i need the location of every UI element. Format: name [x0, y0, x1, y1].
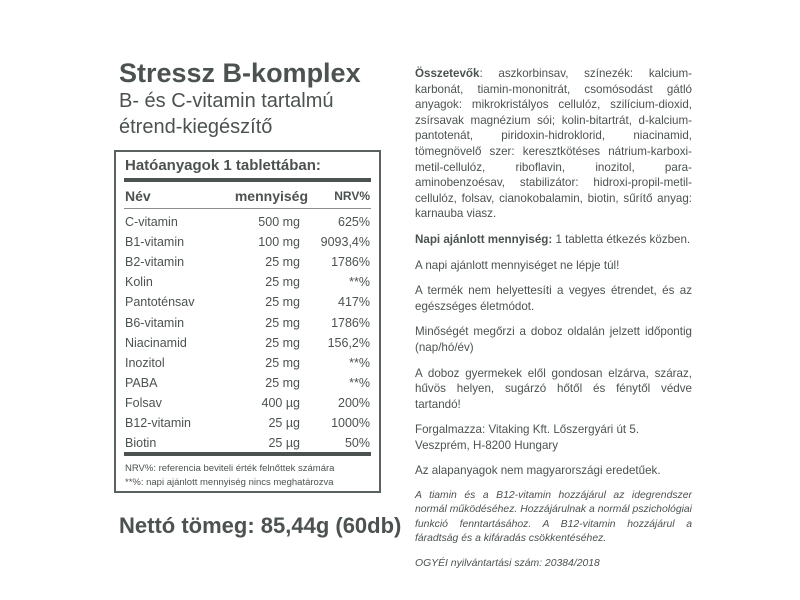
table-row [125, 235, 370, 255]
nutrient-amount: 25 mg [265, 335, 300, 350]
nutrient-name: B1-vitamin [125, 235, 185, 250]
nutrient-amount: 500 mg [258, 215, 300, 229]
table-row [125, 255, 370, 275]
nutrient-nrv: 9093,4% [320, 235, 370, 250]
nutrient-amount: 100 mg [258, 235, 300, 250]
nutrient-amount: 25 mg [265, 275, 300, 290]
dose-label: Napi ajánlott mennyiség: [415, 232, 553, 246]
table-heading: Hatóanyagok 1 tablettában: [125, 157, 321, 174]
distributor: Forgalmazza: Vitaking Kft. Lőszergyári út 5. Veszprém, H-8200 Hungary [415, 423, 640, 452]
nutrient-nrv: 625% [338, 215, 370, 229]
nutrient-nrv: 200% [338, 395, 370, 410]
table-row [125, 356, 370, 376]
nutrient-name: B2-vitamin [125, 255, 185, 270]
nutrient-amount: 25 mg [265, 315, 300, 330]
nutrition-table [114, 150, 381, 493]
table-row [125, 295, 370, 315]
nutrient-nrv: 417% [338, 295, 370, 310]
registration-number: OGYÉI nyilvántartási szám: 20384/2018 [415, 557, 600, 569]
nutrient-name: Inozitol [125, 355, 165, 370]
table-row [125, 376, 370, 396]
product-title: Stressz B-komplex [119, 58, 361, 88]
diet-note: A termék nem helyettesíti a vegyes étrendet, és az egészséges életmódot. [415, 284, 692, 313]
nutrient-amount: 25 mg [265, 375, 300, 390]
origin: Az alapanyagok nem magyarországi eredetűek. [415, 464, 661, 478]
divider [124, 178, 371, 182]
product-subtitle-line-2: étrend-kiegészítő [119, 116, 273, 138]
product-info [415, 66, 692, 581]
nutrient-name: Pantoténsav [125, 295, 195, 310]
nutrient-nrv: **% [349, 355, 370, 370]
daily-dose: Napi ajánlott mennyiség: 1 tabletta étkezés közben. [415, 232, 691, 246]
nutrient-nrv: **% [349, 375, 370, 390]
table-row [125, 416, 370, 436]
ingredients-label: Összetevők [415, 67, 480, 80]
nutrient-name: Biotin [125, 436, 157, 451]
table-row [125, 275, 370, 295]
best-before: Minőségét megőrzi a doboz oldalán jelzett időpontig (nap/hó/év) [415, 325, 692, 354]
table-row [125, 215, 370, 235]
nutrient-amount: 25 mg [265, 295, 300, 310]
product-subtitle-line-1: B- és C-vitamin tartalmú [119, 90, 334, 112]
column-amount: mennyiség [234, 188, 308, 204]
table-row [125, 316, 370, 336]
table-row [125, 396, 370, 416]
divider [124, 208, 371, 209]
net-weight: Nettó tömeg: 85,44g (60db) [119, 513, 402, 538]
column-nrv: NRV% [334, 189, 370, 203]
table-row [125, 336, 370, 356]
column-name: Név [125, 188, 151, 204]
health-claim: A tiamin és a B12-vitamin hozzájárul az idegrendszer normál működéséhez. Hozzájárulnak a normál pszichológiai funkció fenntartásához. A B12-vitamin hozzájárul a fáradtság és a kifáradás csökkentéséhez. [415, 490, 692, 545]
nutrient-name: B12-vitamin [125, 416, 191, 430]
divider [124, 452, 371, 456]
storage: A doboz gyermekek elől gondosan elzárva, száraz, hűvös helyen, sugárzó hőtől és fénytől védve tartandó! [415, 366, 692, 411]
nutrient-nrv: 156,2% [327, 335, 370, 350]
nutrient-nrv: 1786% [331, 315, 370, 330]
nutrient-name: C-vitamin [125, 215, 178, 229]
ingredients: Összetevők: aszkorbinsav, színezék: kalcium-karbonát, tiamin-mononitrát, csomósodást gátló anyagok: mikrokristályos cellulóz, szilícium-dioxid, zsírsavak magnézium sói; kolin-bitartrát, d-kalcium-pantotenát, piridoxin-hidroklorid, niacinamid, tömegnövelő szer: keresztkötéses nátrium-karboxi-metil-cellulóz, riboflavin, inozitol, para-aminobenzoésav, stabilizátor: hidroxi-propil-metil-cellulóz, folsav, cianokobalamin, biotin, sűrítő anyag: karnauba viasz. [415, 67, 692, 221]
footnote-nrv: NRV%: referencia beviteli érték felnőttek számára [125, 463, 335, 474]
nutrient-amount: 25 µg [268, 416, 300, 430]
nutrient-nrv: **% [349, 275, 370, 290]
nutrient-name: Niacinamid [125, 335, 187, 350]
nutrient-name: Folsav [125, 395, 162, 410]
nutrient-name: PABA [125, 375, 158, 390]
nutrient-name: Kolin [125, 275, 153, 290]
nutrient-name: B6-vitamin [125, 315, 185, 330]
footnote-undefined: **%: napi ajánlott mennyiség nincs meghatározva [125, 477, 334, 488]
nutrient-amount: 400 µg [261, 395, 300, 410]
nutrient-amount: 25 mg [265, 255, 300, 270]
nutrient-nrv: 1000% [331, 416, 370, 430]
nutrient-amount: 25 µg [268, 436, 300, 451]
nutrient-amount: 25 mg [265, 355, 300, 370]
nutrient-nrv: 1786% [331, 255, 370, 270]
nutrient-nrv: 50% [344, 436, 370, 451]
warning: A napi ajánlott mennyiséget ne lépje túl! [415, 258, 620, 272]
